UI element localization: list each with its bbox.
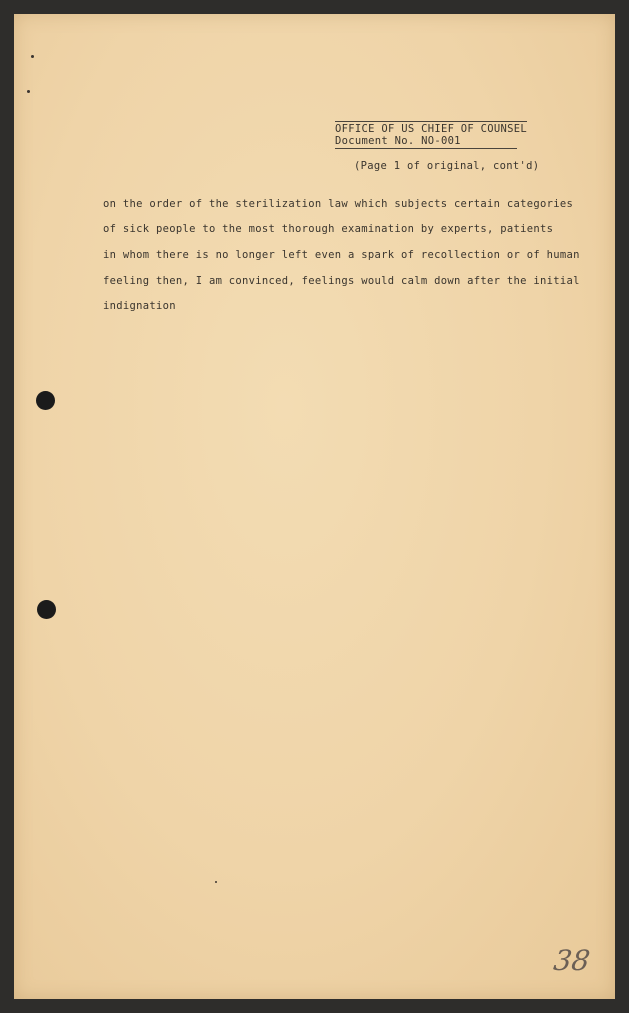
body-text-line: in whom there is no longer left even a spark of recollection or of human: [103, 249, 580, 261]
document-number: Document No. NO-001: [335, 135, 517, 149]
body-text-line: indignation: [103, 300, 176, 312]
body-text-line: on the order of the sterilization law which subjects certain categories: [103, 198, 574, 210]
handwritten-page-number: 38: [551, 944, 592, 977]
body-text-line: of sick people to the most thorough examination by experts, patients: [103, 223, 554, 235]
paper-speck: [215, 881, 217, 883]
binder-hole: [37, 600, 56, 619]
office-heading: OFFICE OF US CHIEF OF COUNSEL: [335, 123, 528, 135]
paper-speck: [31, 55, 34, 58]
paper-speck: [27, 90, 30, 93]
body-text-line: feeling then, I am convinced, feelings would calm down after the initial: [103, 275, 580, 287]
binder-hole: [36, 391, 55, 410]
document-page: [14, 14, 615, 999]
page-continuation-note: (Page 1 of original, cont'd): [354, 160, 540, 172]
